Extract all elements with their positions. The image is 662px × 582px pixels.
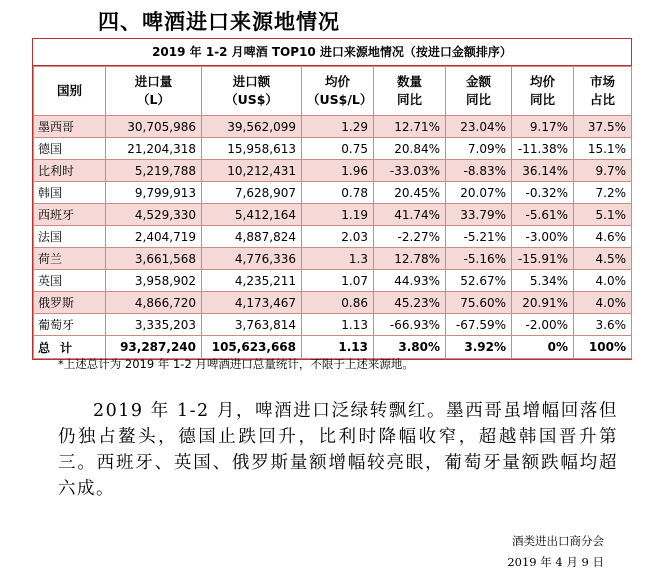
value-cell: 0.78 <box>302 182 374 204</box>
value-cell: 23.04% <box>446 116 512 138</box>
header-cell <box>106 67 202 116</box>
header-line-2: 同比 <box>529 92 555 107</box>
value-cell: -8.83% <box>446 160 512 182</box>
value-cell: 9.17% <box>512 116 574 138</box>
value-cell: 75.60% <box>446 292 512 314</box>
header-cell <box>574 67 632 116</box>
value-cell: 4,173,467 <box>202 292 302 314</box>
value-cell: 1.96 <box>302 160 374 182</box>
header-cell <box>512 67 574 116</box>
header-line-2: 同比 <box>465 92 491 107</box>
total-value: 105,623,668 <box>202 336 302 359</box>
table-row <box>34 160 632 182</box>
value-cell: 7.09% <box>446 138 512 160</box>
header-line-2: 占比 <box>589 92 615 107</box>
value-cell: 7,628,907 <box>202 182 302 204</box>
value-cell: 7.2% <box>574 182 632 204</box>
value-cell: 9.7% <box>574 160 632 182</box>
total-value: 1.13 <box>302 336 374 359</box>
value-cell: 4,529,330 <box>106 204 202 226</box>
value-cell: 0.75 <box>302 138 374 160</box>
value-cell: 4.5% <box>574 248 632 270</box>
country-cell: 西班牙 <box>34 204 106 226</box>
value-cell: 9,799,913 <box>106 182 202 204</box>
country-cell: 法国 <box>34 226 106 248</box>
country-cell: 德国 <box>34 138 106 160</box>
value-cell: 15,958,613 <box>202 138 302 160</box>
value-cell: -3.00% <box>512 226 574 248</box>
value-cell: 20.07% <box>446 182 512 204</box>
country-cell: 墨西哥 <box>34 116 106 138</box>
value-cell: 4,235,211 <box>202 270 302 292</box>
value-cell: 2.03 <box>302 226 374 248</box>
value-cell: -2.00% <box>512 314 574 336</box>
header-line-1: 市场 <box>589 74 615 89</box>
header-cell <box>374 67 446 116</box>
analysis-paragraph: 2019 年 1-2 月，啤酒进口泛绿转飘红。墨西哥虽增幅回落但仍独占鳌头，德国止跌回升，比利时降幅收窄，超越韩国晋升第三。西班牙、英国、俄罗斯量额增幅较亮眼，葡萄牙量额跌幅均超六成。 <box>58 401 618 499</box>
value-cell: 44.93% <box>374 270 446 292</box>
value-cell: 3,661,568 <box>106 248 202 270</box>
value-cell: 33.79% <box>446 204 512 226</box>
value-cell: -33.03% <box>374 160 446 182</box>
value-cell: 20.91% <box>512 292 574 314</box>
value-cell: 5.34% <box>512 270 574 292</box>
total-value: 93,287,240 <box>106 336 202 359</box>
header-line-2: 同比 <box>396 92 422 107</box>
value-cell: 41.74% <box>374 204 446 226</box>
import-table <box>33 66 632 359</box>
value-cell: 4.0% <box>574 292 632 314</box>
header-line-2: （L） <box>137 92 170 107</box>
country-cell: 英国 <box>34 270 106 292</box>
value-cell: 12.78% <box>374 248 446 270</box>
country-cell: 葡萄牙 <box>34 314 106 336</box>
signature-org: 酒类进出口商分会 <box>512 534 604 548</box>
value-cell: -5.61% <box>512 204 574 226</box>
value-cell: 10,212,431 <box>202 160 302 182</box>
table-caption: 2019 年 1-2 月啤酒 TOP10 进口来源地情况（按进口金额排序） <box>33 39 631 66</box>
value-cell: -5.16% <box>446 248 512 270</box>
header-cell <box>446 67 512 116</box>
import-table-frame <box>32 38 632 360</box>
value-cell: 1.19 <box>302 204 374 226</box>
table-row <box>34 138 632 160</box>
total-value: 3.80% <box>374 336 446 359</box>
value-cell: -66.93% <box>374 314 446 336</box>
country-cell: 比利时 <box>34 160 106 182</box>
header-line-1: 均价 <box>529 74 555 89</box>
value-cell: 39,562,099 <box>202 116 302 138</box>
country-cell: 荷兰 <box>34 248 106 270</box>
value-cell: 4.0% <box>574 270 632 292</box>
total-value: 100% <box>574 336 632 359</box>
table-row <box>34 270 632 292</box>
value-cell: 5,219,788 <box>106 160 202 182</box>
signature-date: 2019 年 4 月 9 日 <box>507 555 604 569</box>
table-row <box>34 314 632 336</box>
value-cell: 0.86 <box>302 292 374 314</box>
value-cell: 4,866,720 <box>106 292 202 314</box>
value-cell: 1.29 <box>302 116 374 138</box>
value-cell: -11.38% <box>512 138 574 160</box>
value-cell: 3,763,814 <box>202 314 302 336</box>
value-cell: 3.6% <box>574 314 632 336</box>
header-line-2: （US$） <box>225 92 278 107</box>
value-cell: -67.59% <box>446 314 512 336</box>
header-cell <box>302 67 374 116</box>
total-label: 总计 <box>34 336 106 359</box>
header-line-1: 进口额 <box>232 74 271 89</box>
value-cell: -2.27% <box>374 226 446 248</box>
header-line-1: 均价 <box>324 74 350 89</box>
section-heading: 四、啤酒进口来源地情况 <box>98 10 340 34</box>
table-footnote: *上述总计为 2019 年 1-2 月啤酒进口总量统计，不限于上述来源地。 <box>58 357 414 371</box>
value-cell: 45.23% <box>374 292 446 314</box>
value-cell: 4,776,336 <box>202 248 302 270</box>
value-cell: 12.71% <box>374 116 446 138</box>
table-row <box>34 116 632 138</box>
table-row <box>34 248 632 270</box>
value-cell: 5,412,164 <box>202 204 302 226</box>
value-cell: 20.45% <box>374 182 446 204</box>
value-cell: 1.3 <box>302 248 374 270</box>
value-cell: 15.1% <box>574 138 632 160</box>
table-row <box>34 182 632 204</box>
total-value: 0% <box>512 336 574 359</box>
header-line-1: 数量 <box>396 74 422 89</box>
table-body <box>34 116 632 359</box>
value-cell: 1.07 <box>302 270 374 292</box>
value-cell: 2,404,719 <box>106 226 202 248</box>
value-cell: 5.1% <box>574 204 632 226</box>
value-cell: 36.14% <box>512 160 574 182</box>
table-row <box>34 226 632 248</box>
value-cell: 37.5% <box>574 116 632 138</box>
value-cell: 30,705,986 <box>106 116 202 138</box>
value-cell: 4,887,824 <box>202 226 302 248</box>
header-cell <box>202 67 302 116</box>
value-cell: -0.32% <box>512 182 574 204</box>
country-cell: 韩国 <box>34 182 106 204</box>
country-cell: 俄罗斯 <box>34 292 106 314</box>
value-cell: -5.21% <box>446 226 512 248</box>
value-cell: 3,958,902 <box>106 270 202 292</box>
header-line-1: 金额 <box>465 74 491 89</box>
header-line-1: 进口量 <box>134 74 173 89</box>
value-cell: 1.13 <box>302 314 374 336</box>
value-cell: 52.67% <box>446 270 512 292</box>
header-cell <box>34 67 106 116</box>
table-header-row <box>34 67 632 116</box>
table-row <box>34 292 632 314</box>
value-cell: 3,335,203 <box>106 314 202 336</box>
header-line-2: （US$/L） <box>307 92 373 107</box>
value-cell: 20.84% <box>374 138 446 160</box>
total-value: 3.92% <box>446 336 512 359</box>
header-line-1: 国别 <box>56 83 82 98</box>
table-row <box>34 204 632 226</box>
value-cell: 4.6% <box>574 226 632 248</box>
value-cell: -15.91% <box>512 248 574 270</box>
value-cell: 21,204,318 <box>106 138 202 160</box>
